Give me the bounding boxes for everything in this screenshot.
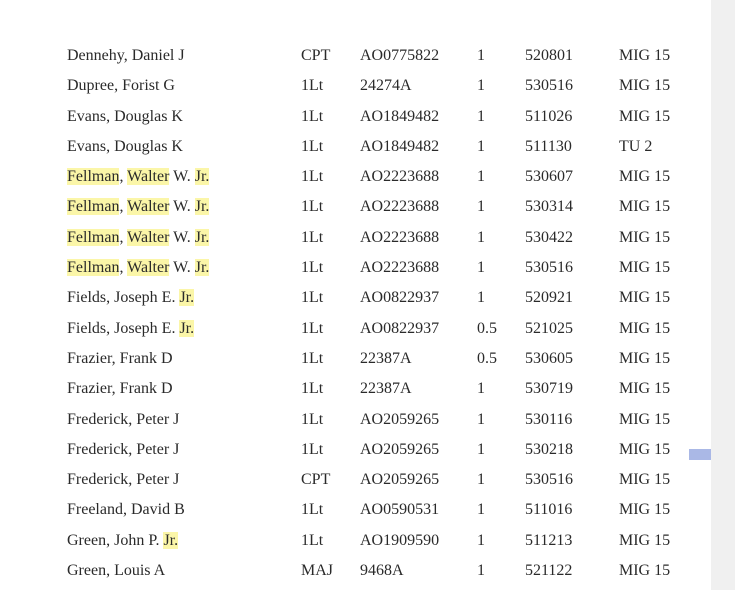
rank-cell: 1Lt (301, 440, 324, 458)
aircraft-cell: MIG 15 (619, 47, 671, 64)
rank-cell: 1Lt (301, 77, 324, 95)
aircraft-cell: MIG 15 (619, 289, 671, 307)
table-row (0, 526, 711, 556)
credit-cell: 0.5 (477, 349, 497, 367)
table-row (0, 314, 711, 344)
credit-cell: 1 (477, 440, 485, 458)
serial-number-cell: AO0590531 (360, 501, 440, 519)
name-cell: Fellman, Walter W. Jr. (67, 228, 210, 246)
search-highlight: Walter (127, 228, 170, 246)
serial-number-cell: AO1849482 (360, 107, 440, 125)
date-cell: 521025 (525, 319, 573, 337)
rank-cell: 1Lt (301, 319, 324, 337)
serial-number-cell: AO2059265 (360, 471, 440, 489)
name-cell: Dennehy, Daniel J (67, 47, 185, 64)
credit-cell: 1 (477, 562, 485, 580)
table-row (0, 132, 711, 162)
aircraft-cell: MIG 15 (619, 471, 671, 489)
serial-number-cell: 9468A (360, 562, 404, 580)
search-highlight: Fellman (67, 228, 120, 246)
credit-cell: 1 (477, 289, 485, 307)
serial-number-cell: AO0822937 (360, 289, 440, 307)
credit-cell: 1 (477, 501, 485, 519)
name-cell: Fields, Joseph E. Jr. (67, 319, 195, 337)
search-highlight: Jr. (179, 289, 195, 307)
rank-cell: 1Lt (301, 349, 324, 367)
serial-number-cell: AO2059265 (360, 440, 440, 458)
name-cell: Green, John P. Jr. (67, 531, 179, 549)
date-cell: 530516 (525, 259, 573, 277)
table-row (0, 41, 711, 71)
aircraft-cell: MIG 15 (619, 531, 671, 549)
search-highlight: Fellman (67, 198, 120, 216)
serial-number-cell: 24274A (360, 77, 412, 95)
date-cell: 530607 (525, 168, 573, 186)
aircraft-cell: MIG 15 (619, 440, 671, 458)
rank-cell: CPT (301, 47, 331, 64)
name-cell: Fellman, Walter W. Jr. (67, 168, 210, 186)
credit-cell: 1 (477, 380, 485, 398)
name-cell: Frazier, Frank D (67, 380, 173, 398)
rank-cell: 1Lt (301, 198, 324, 216)
aircraft-cell: MIG 15 (619, 501, 671, 519)
aircraft-cell: MIG 15 (619, 380, 671, 398)
search-highlight: Jr. (163, 531, 179, 549)
date-cell: 511026 (525, 107, 573, 125)
scroll-position-marker[interactable] (689, 449, 711, 460)
credit-cell: 1 (477, 531, 485, 549)
date-cell: 530516 (525, 77, 573, 95)
credit-cell: 1 (477, 198, 485, 216)
table-row (0, 435, 711, 465)
name-cell: Evans, Douglas K (67, 137, 183, 155)
rank-cell: 1Lt (301, 228, 324, 246)
aircraft-cell: MIG 15 (619, 228, 671, 246)
search-highlight: Fellman (67, 259, 120, 277)
credit-cell: 1 (477, 410, 485, 428)
date-cell: 530422 (525, 228, 573, 246)
serial-number-cell: 22387A (360, 349, 412, 367)
credit-cell: 1 (477, 471, 485, 489)
victory-credits-table (0, 41, 711, 586)
rank-cell: CPT (301, 471, 331, 489)
serial-number-cell: AO2223688 (360, 228, 440, 246)
date-cell: 530218 (525, 440, 573, 458)
date-cell: 511213 (525, 531, 573, 549)
name-cell: Frederick, Peter J (67, 440, 180, 458)
aircraft-cell: MIG 15 (619, 198, 671, 216)
credit-cell: 1 (477, 259, 485, 277)
name-cell: Frazier, Frank D (67, 349, 173, 367)
credit-cell: 1 (477, 107, 485, 125)
table-row (0, 253, 711, 283)
search-highlight: Jr. (194, 259, 210, 277)
serial-number-cell: AO1909590 (360, 531, 440, 549)
date-cell: 511130 (525, 137, 572, 155)
rank-cell: 1Lt (301, 259, 324, 277)
table-row (0, 102, 711, 132)
name-cell: Dupree, Forist G (67, 77, 175, 95)
date-cell: 511016 (525, 501, 573, 519)
name-cell: Freeland, David B (67, 501, 185, 519)
rank-cell: 1Lt (301, 380, 324, 398)
name-cell: Fellman, Walter W. Jr. (67, 198, 210, 216)
serial-number-cell: 22387A (360, 380, 412, 398)
date-cell: 520801 (525, 47, 573, 64)
aircraft-cell: MIG 15 (619, 410, 671, 428)
aircraft-cell: MIG 15 (619, 319, 671, 337)
table-row (0, 283, 711, 313)
aircraft-cell: MIG 15 (619, 77, 671, 95)
name-cell: Fields, Joseph E. Jr. (67, 289, 195, 307)
credit-cell: 0.5 (477, 319, 497, 337)
rank-cell: 1Lt (301, 137, 324, 155)
serial-number-cell: AO2059265 (360, 410, 440, 428)
table-row (0, 223, 711, 253)
date-cell: 521122 (525, 562, 573, 580)
search-highlight: Jr. (179, 319, 195, 337)
table-row (0, 556, 711, 586)
aircraft-cell: MIG 15 (619, 107, 671, 125)
serial-number-cell: AO2223688 (360, 198, 440, 216)
aircraft-cell: MIG 15 (619, 562, 671, 580)
scrollbar-track[interactable] (711, 0, 735, 590)
credit-cell: 1 (477, 77, 485, 95)
date-cell: 530605 (525, 349, 573, 367)
credit-cell: 1 (477, 47, 485, 64)
date-cell: 530314 (525, 198, 573, 216)
name-cell: Evans, Douglas K (67, 107, 183, 125)
name-cell: Frederick, Peter J (67, 471, 180, 489)
aircraft-cell: TU 2 (619, 137, 653, 155)
search-highlight: Fellman (67, 168, 120, 186)
rank-cell: MAJ (301, 562, 334, 580)
search-highlight: Walter (127, 168, 170, 186)
table-row (0, 192, 711, 222)
search-highlight: Jr. (194, 198, 210, 216)
rank-cell: 1Lt (301, 168, 324, 186)
date-cell: 530516 (525, 471, 573, 489)
search-highlight: Walter (127, 259, 170, 277)
serial-number-cell: AO2223688 (360, 168, 440, 186)
table-row (0, 162, 711, 192)
table-row (0, 465, 711, 495)
name-cell: Fellman, Walter W. Jr. (67, 259, 210, 277)
aircraft-cell: MIG 15 (619, 259, 671, 277)
table-row (0, 71, 711, 101)
name-cell: Frederick, Peter J (67, 410, 180, 428)
table-row (0, 495, 711, 525)
serial-number-cell: AO0775822 (360, 47, 440, 64)
credit-cell: 1 (477, 228, 485, 246)
date-cell: 530719 (525, 380, 573, 398)
date-cell: 520921 (525, 289, 573, 307)
search-highlight: Jr. (194, 168, 210, 186)
aircraft-cell: MIG 15 (619, 349, 671, 367)
date-cell: 530116 (525, 410, 573, 428)
credit-cell: 1 (477, 137, 485, 155)
serial-number-cell: AO0822937 (360, 319, 440, 337)
rank-cell: 1Lt (301, 501, 324, 519)
rank-cell: 1Lt (301, 107, 324, 125)
search-highlight: Walter (127, 198, 170, 216)
serial-number-cell: AO2223688 (360, 259, 440, 277)
rank-cell: 1Lt (301, 531, 324, 549)
rank-cell: 1Lt (301, 410, 324, 428)
table-row (0, 344, 711, 374)
credit-cell: 1 (477, 168, 485, 186)
serial-number-cell: AO1849482 (360, 137, 440, 155)
aircraft-cell: MIG 15 (619, 168, 671, 186)
table-row (0, 405, 711, 435)
search-highlight: Jr. (194, 228, 210, 246)
name-cell: Green, Louis A (67, 562, 166, 580)
table-row (0, 374, 711, 404)
rank-cell: 1Lt (301, 289, 324, 307)
